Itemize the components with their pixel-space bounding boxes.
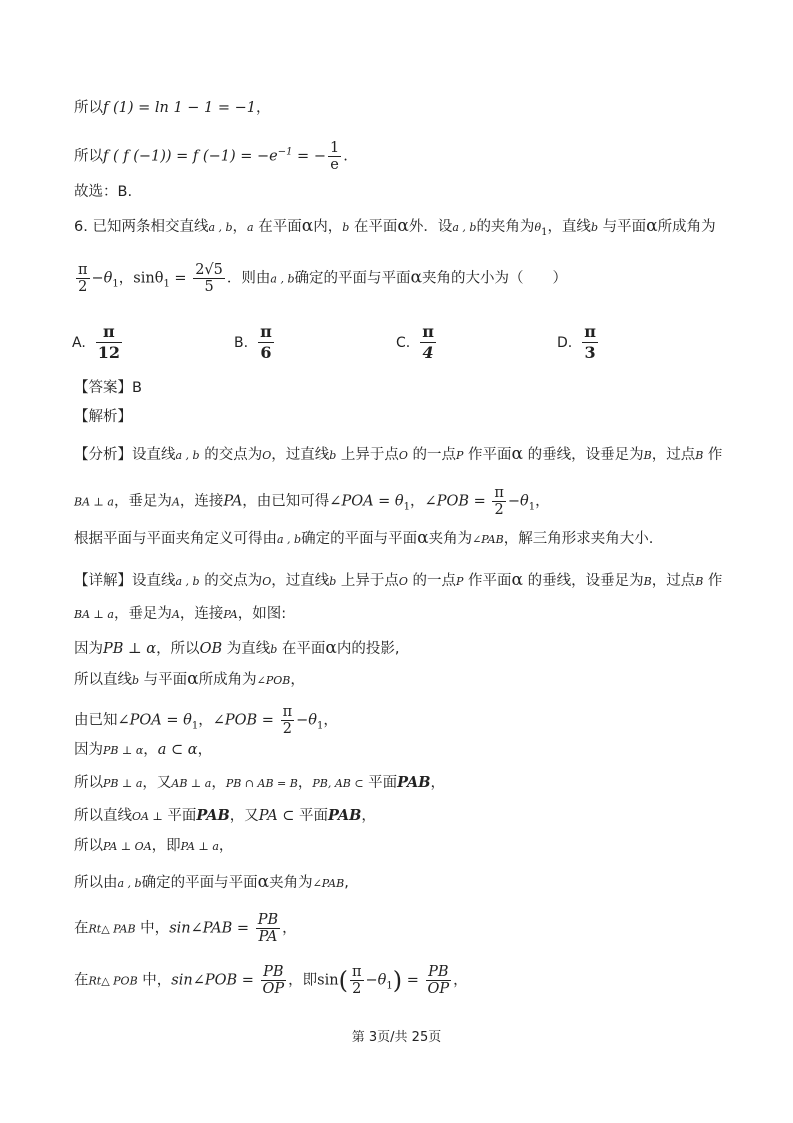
text: 所以 — [74, 838, 103, 854]
answer-line — [74, 378, 723, 398]
text-line — [74, 740, 723, 761]
text: 的一点 — [407, 447, 457, 463]
math: BA ⊥ a — [74, 495, 114, 509]
denominator: OP — [262, 981, 285, 997]
text: 在平面 — [277, 641, 326, 657]
text-line — [74, 872, 723, 894]
math: PA — [223, 608, 238, 621]
math: PB ∩ AB = B — [225, 777, 298, 790]
math: ∠POB — [256, 674, 291, 687]
answer-tag: 【答案】 — [74, 380, 132, 396]
text: . — [343, 148, 348, 165]
numerator: PB — [263, 964, 284, 980]
math: PA ⊥ OA — [103, 840, 152, 853]
math: b — [329, 449, 337, 462]
denominator: 2 — [350, 980, 364, 997]
math: −θ — [91, 270, 113, 287]
text: ，过点 — [651, 573, 696, 589]
text: 所以直线 — [74, 672, 132, 688]
text: 的一点 — [407, 573, 457, 589]
text: , — [344, 875, 349, 891]
math: B — [643, 449, 652, 462]
text: ，直线 — [547, 219, 591, 235]
math: b — [590, 221, 598, 234]
text: ， — [232, 219, 248, 235]
analysis-heading — [74, 407, 723, 427]
math: a , b — [277, 533, 302, 546]
math: PA — [223, 493, 243, 510]
text: 在 — [74, 972, 89, 989]
text: ， — [535, 493, 550, 510]
text: ， — [323, 712, 338, 729]
math: PA ⊥ a — [180, 840, 219, 853]
math: α — [257, 872, 270, 892]
math: 1 — [317, 720, 324, 732]
text: 由已知 — [74, 712, 118, 729]
text: ， — [290, 672, 305, 688]
text: 的垂线，设垂足为 — [523, 573, 644, 589]
denominator: 12 — [97, 343, 121, 362]
text-line — [74, 704, 723, 737]
text: ，由已知可得 — [242, 493, 330, 510]
math: α — [646, 216, 658, 236]
math: −θ — [296, 712, 317, 729]
text-line — [74, 604, 723, 625]
text: 中， — [137, 972, 172, 989]
text: ， — [361, 808, 376, 824]
math: ∠POA = θ — [117, 712, 192, 729]
math: BA ⊥ a — [74, 608, 114, 621]
text: ， — [256, 100, 271, 116]
math: a , b — [175, 575, 200, 588]
text: ，过直线 — [271, 447, 330, 463]
numerator: π — [584, 322, 596, 341]
option-label: A. — [72, 334, 86, 351]
text: 作 — [703, 573, 723, 589]
denominator: 2 — [492, 501, 506, 518]
text-line — [74, 638, 723, 660]
math: Rt△ PAB — [88, 922, 136, 936]
math: P — [456, 449, 464, 462]
math: PB ⊥ α — [103, 744, 144, 757]
text: 确定的平面与平面 — [294, 270, 411, 287]
math: sin∠POB = — [171, 972, 259, 989]
math: OA ⊥ — [132, 810, 163, 823]
math: 1 — [191, 720, 199, 732]
math: θ — [534, 221, 542, 234]
text: 与平面 — [139, 672, 188, 688]
math: PAB — [397, 774, 431, 791]
math: A — [171, 608, 180, 621]
math: ∠PAB — [472, 533, 504, 546]
fraction — [328, 140, 341, 173]
text: 所成角为 — [198, 672, 257, 688]
text: 故选：B. — [74, 184, 133, 200]
text: 平面 — [162, 808, 197, 824]
option-label: D. — [557, 334, 573, 351]
text-line — [74, 669, 723, 691]
math: PAB — [196, 807, 230, 824]
text: 设直线 — [132, 573, 176, 589]
denominator: 2 — [76, 278, 90, 295]
math: a ⊂ α — [157, 742, 198, 758]
text: 作平面 — [463, 573, 512, 589]
text: ．则由 — [226, 270, 271, 287]
text: ，过点 — [651, 447, 696, 463]
numerator: PB — [257, 912, 279, 928]
text: 作 — [703, 447, 723, 463]
question-line — [74, 216, 723, 243]
text: ，即 — [151, 838, 181, 854]
fraction — [76, 262, 90, 295]
text: 内的投影, — [336, 641, 400, 657]
text: ， — [198, 712, 213, 729]
text: ，又 — [142, 775, 172, 791]
text: 内， — [313, 219, 343, 235]
math: = — [402, 972, 424, 989]
numerator: π — [260, 322, 272, 341]
text: ， — [218, 838, 234, 854]
math: sin∠PAB = — [169, 920, 254, 937]
text: 所以直线 — [74, 808, 132, 824]
math: PB ⊥ α — [103, 641, 157, 657]
numerator: π — [103, 322, 115, 341]
math: O — [398, 575, 408, 588]
text-line — [74, 806, 723, 827]
math: a — [247, 221, 254, 234]
text: ， — [143, 742, 158, 758]
math: f ( f (−1)) = f (−1) = −e — [103, 148, 278, 165]
fraction — [350, 964, 364, 997]
text: ，连接 — [179, 606, 224, 622]
analysis-tag: 【解析】 — [74, 409, 132, 425]
math: a , b — [117, 877, 142, 890]
text-line — [74, 182, 723, 202]
denominator: OP — [427, 981, 450, 997]
math: b — [132, 674, 140, 687]
text: 因为 — [74, 641, 103, 657]
math: ∠POB = — [424, 493, 491, 510]
math: PB, AB ⊂ — [312, 777, 364, 790]
math: b — [342, 221, 350, 234]
text-line — [74, 773, 723, 794]
numerator: π — [78, 262, 88, 278]
denominator: 4 — [420, 342, 436, 363]
text: 的夹角为 — [476, 219, 535, 235]
text: 外．设 — [408, 219, 453, 235]
math: B — [695, 575, 704, 588]
math: = — [169, 270, 192, 287]
math: sin — [317, 972, 339, 989]
math: a , b — [208, 221, 233, 234]
fraction — [281, 704, 295, 737]
text: 中， — [135, 920, 170, 937]
text: 的交点为 — [199, 573, 263, 589]
text: ， — [197, 742, 213, 758]
text: 因为 — [74, 742, 103, 758]
math: ∠POA = θ — [329, 493, 404, 510]
text: 平面 — [294, 808, 329, 824]
fraction — [492, 485, 506, 518]
numerator: 1 — [329, 140, 340, 156]
text: 的垂线，设垂足为 — [523, 447, 644, 463]
text-line — [74, 836, 723, 857]
denominator: e — [328, 156, 341, 173]
fraction — [426, 964, 452, 997]
math: PAB — [328, 807, 362, 824]
text: 夹角的大小为（ ） — [421, 270, 567, 287]
math: α — [325, 638, 337, 658]
text: 所以 — [74, 148, 103, 165]
text-line — [74, 570, 723, 592]
math: −1 — [277, 146, 293, 158]
text: 所以由 — [74, 875, 118, 891]
text: ，过直线 — [271, 573, 330, 589]
math: ，sinθ — [118, 270, 164, 287]
text-line — [74, 485, 723, 518]
math: PB ⊥ a — [103, 777, 143, 790]
text: ，垂足为 — [113, 606, 172, 622]
text: ， — [430, 775, 446, 791]
text: 夹角为 — [428, 531, 473, 547]
math: OB — [199, 641, 223, 657]
text: 根据平面与平面夹角定义可得由 — [74, 531, 277, 547]
math: O — [398, 449, 408, 462]
text-line — [74, 528, 723, 550]
numerator: π — [422, 322, 434, 341]
math: a , b — [452, 221, 477, 234]
math: 1 — [528, 501, 536, 513]
math: f (1) = ln 1 − 1 = −1 — [103, 100, 257, 116]
text: 在平面 — [349, 219, 398, 235]
fraction — [582, 322, 598, 363]
text: 与平面 — [597, 219, 647, 235]
math: O — [262, 575, 272, 588]
math: α — [187, 669, 199, 689]
math: α — [301, 216, 314, 236]
fraction — [96, 322, 122, 363]
text: 确定的平面与平面 — [141, 875, 258, 891]
option-a[interactable] — [72, 322, 124, 363]
math: = − — [292, 148, 326, 165]
text: ， — [282, 920, 297, 937]
text: 设直线 — [132, 447, 176, 463]
text: ， — [211, 775, 226, 791]
denominator: 2 — [281, 720, 295, 737]
text: 所以 — [74, 100, 103, 116]
numerator: PB — [428, 964, 449, 980]
text: ，连接 — [179, 493, 224, 510]
text-line — [74, 444, 723, 466]
math: B — [643, 575, 652, 588]
text: 所以 — [74, 775, 103, 791]
denominator: PA — [256, 928, 280, 945]
text: ， — [297, 775, 313, 791]
numerator: π — [351, 964, 362, 980]
page-footer: 第 3页/共 25页 — [351, 1030, 442, 1045]
text: 夹角为 — [269, 875, 313, 891]
math: P — [456, 575, 464, 588]
math: α — [511, 570, 524, 590]
math: 1 — [403, 501, 411, 513]
math: b — [329, 575, 337, 588]
math: AB ⊥ a — [171, 777, 212, 790]
fraction — [420, 322, 436, 363]
math: PA ⊂ — [258, 808, 295, 824]
text: 的交点为 — [199, 447, 263, 463]
text: ， — [410, 493, 425, 510]
option-c[interactable] — [396, 322, 438, 363]
math: 1 — [112, 278, 119, 290]
numerator: π — [494, 485, 504, 501]
math: b — [270, 643, 278, 656]
section-tag: 【分析】 — [74, 447, 132, 463]
text: ，解三角形求夹角大小. — [503, 531, 654, 547]
math: ∠PAB — [312, 877, 345, 890]
fraction — [261, 964, 287, 997]
text: 在平面 — [253, 219, 302, 235]
text-line: 在Rt△ POB 中，sin∠POB = $\frac{PB}{OP}$ ，即sin( $\frac{\pi}{2}$ $-\theta_1$) = $\frac{PB}{OP}$ ， — [74, 964, 468, 997]
text: ，如图: — [237, 606, 287, 622]
math: a , b — [270, 272, 295, 286]
option-b[interactable] — [234, 322, 276, 363]
question-line — [74, 262, 723, 295]
text: ，所以 — [156, 641, 200, 657]
math: α — [511, 444, 524, 464]
fraction — [258, 322, 274, 363]
text: 作平面 — [463, 447, 512, 463]
fraction — [193, 262, 225, 295]
denominator: 5 — [193, 278, 225, 295]
math: A — [171, 495, 180, 509]
text: ，即 — [288, 972, 318, 989]
denominator: 6 — [258, 342, 274, 363]
text: 平面 — [363, 775, 398, 791]
numerator: 2√5 — [195, 262, 223, 278]
numerator: π — [282, 704, 293, 720]
text-line — [74, 98, 723, 118]
text: 上异于点 — [336, 447, 399, 463]
text: 所成角为 — [657, 219, 716, 235]
math: α — [417, 528, 429, 548]
section-tag: 【详解】 — [74, 573, 132, 589]
math: α — [397, 216, 409, 236]
text: ，垂足为 — [113, 493, 172, 510]
text-line — [74, 912, 723, 945]
text: 为直线 — [222, 641, 271, 657]
math: 1 — [541, 226, 548, 238]
text: ，又 — [229, 808, 259, 824]
text: 确定的平面与平面 — [301, 531, 418, 547]
option-label: C. — [396, 334, 411, 351]
text: 6. 已知两条相交直线 — [74, 219, 209, 235]
math: 1 — [163, 278, 170, 290]
answer-value: B — [132, 380, 142, 396]
text-line — [74, 140, 723, 173]
text: ， — [453, 972, 468, 989]
text: 上异于点 — [336, 573, 399, 589]
math: −θ — [507, 493, 529, 510]
option-label: B. — [234, 334, 249, 351]
math: B — [695, 449, 704, 462]
math: a , b — [175, 449, 200, 462]
option-d[interactable] — [557, 322, 600, 363]
math: α — [410, 267, 422, 288]
math: ∠POB = — [212, 712, 279, 729]
text: 在 — [74, 920, 89, 937]
fraction — [256, 912, 280, 945]
math: 1 — [386, 980, 393, 992]
math: O — [262, 449, 272, 462]
denominator: 3 — [582, 342, 598, 363]
math: Rt△ POB — [88, 974, 138, 988]
math: −θ — [365, 972, 387, 989]
